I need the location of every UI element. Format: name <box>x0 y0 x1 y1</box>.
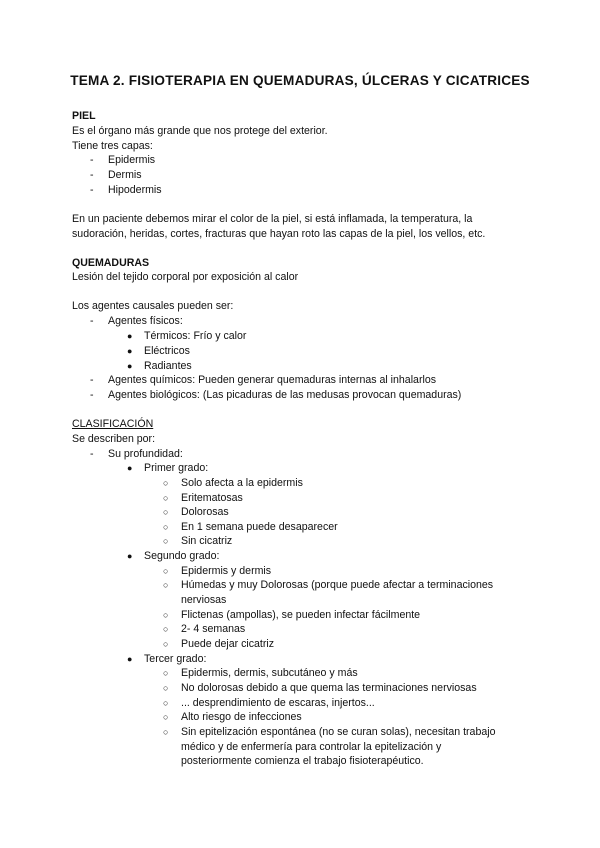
circle-marker: ○ <box>163 683 169 693</box>
list-item: Sin epitelización espontánea (no se curan solas), necesitan trabajo <box>181 726 496 738</box>
circle-marker: ○ <box>163 712 169 722</box>
section-heading-piel: PIEL <box>72 110 96 122</box>
paragraph: Tiene tres capas: <box>72 140 153 152</box>
dash-marker: - <box>90 389 94 401</box>
circle-marker: ○ <box>163 522 169 532</box>
circle-marker: ○ <box>163 478 169 488</box>
dash-marker: - <box>90 448 94 460</box>
circle-marker: ○ <box>163 536 169 546</box>
list-item: Epidermis <box>108 154 156 166</box>
list-item: Su profundidad: <box>108 448 183 460</box>
list-item: Sin cicatriz <box>181 535 233 547</box>
circle-marker: ○ <box>163 624 169 634</box>
list-item: Agentes químicos: Pueden generar quemaduras internas al inhalarlos <box>108 374 437 386</box>
circle-marker: ○ <box>163 566 169 576</box>
circle-marker: ○ <box>163 639 169 649</box>
dash-marker: - <box>90 315 94 327</box>
list-item: Primer grado: <box>144 462 209 474</box>
list-item: Solo afecta a la epidermis <box>181 477 303 489</box>
list-item: Agentes físicos: <box>108 315 183 327</box>
bullet-marker: ● <box>127 361 133 371</box>
dash-marker: - <box>90 169 94 181</box>
list-item-continuation: nerviosas <box>181 594 227 606</box>
list-item: Puede dejar cicatriz <box>181 638 275 650</box>
list-item: Eléctricos <box>144 345 190 357</box>
bullet-marker: ● <box>127 463 133 473</box>
circle-marker: ○ <box>163 580 169 590</box>
paragraph: sudoración, heridas, cortes, fracturas que hayan roto las capas de la piel, los vellos, etc. <box>72 228 486 240</box>
bullet-marker: ● <box>127 346 133 356</box>
list-item: ... desprendimiento de escaras, injertos... <box>181 697 375 709</box>
circle-marker: ○ <box>163 610 169 620</box>
paragraph: Los agentes causales pueden ser: <box>72 300 234 312</box>
list-item: Hipodermis <box>108 184 162 196</box>
circle-marker: ○ <box>163 493 169 503</box>
paragraph: Lesión del tejido corporal por exposición al calor <box>72 271 299 283</box>
paragraph: En un paciente debemos mirar el color de la piel, si está inflamada, la temperatura, la <box>72 213 473 225</box>
circle-marker: ○ <box>163 507 169 517</box>
list-item: Tercer grado: <box>144 653 207 665</box>
list-item: Epidermis, dermis, subcutáneo y más <box>181 667 358 679</box>
list-item: Dermis <box>108 169 142 181</box>
section-heading-quemaduras: QUEMADURAS <box>72 257 150 269</box>
list-item: Epidermis y dermis <box>181 565 272 577</box>
dash-marker: - <box>90 154 94 166</box>
circle-marker: ○ <box>163 727 169 737</box>
page-title: TEMA 2. FISIOTERAPIA EN QUEMADURAS, ÚLCERAS Y CICATRICES <box>70 73 530 88</box>
list-item: Flictenas (ampollas), se pueden infectar fácilmente <box>181 609 421 621</box>
paragraph: Es el órgano más grande que nos protege del exterior. <box>72 125 328 137</box>
circle-marker: ○ <box>163 698 169 708</box>
list-item: Húmedas y muy Dolorosas (porque puede afectar a terminaciones <box>181 579 494 591</box>
list-item: Dolorosas <box>181 506 229 518</box>
list-item: Alto riesgo de infecciones <box>181 711 302 723</box>
dash-marker: - <box>90 374 94 386</box>
list-item: En 1 semana puede desaparecer <box>181 521 338 533</box>
bullet-marker: ● <box>127 331 133 341</box>
bullet-marker: ● <box>127 551 133 561</box>
list-item: No dolorosas debido a que quema las terminaciones nerviosas <box>181 682 477 694</box>
list-item: Agentes biológicos: (Las picaduras de las medusas provocan quemaduras) <box>108 389 462 401</box>
list-item: Eritematosas <box>181 492 243 504</box>
list-item: Radiantes <box>144 360 192 372</box>
dash-marker: - <box>90 184 94 196</box>
circle-marker: ○ <box>163 668 169 678</box>
list-item-continuation: médico y de enfermería para controlar la epitelización y <box>181 741 442 753</box>
section-heading-clasificacion: CLASIFICACIÓN <box>72 418 154 430</box>
list-item: Térmicos: Frío y calor <box>144 330 247 342</box>
list-item: 2- 4 semanas <box>181 623 246 635</box>
paragraph: Se describen por: <box>72 433 156 445</box>
bullet-marker: ● <box>127 654 133 664</box>
list-item: Segundo grado: <box>144 550 220 562</box>
list-item-continuation: posteriormente comienza el trabajo fisioterapéutico. <box>181 755 424 767</box>
